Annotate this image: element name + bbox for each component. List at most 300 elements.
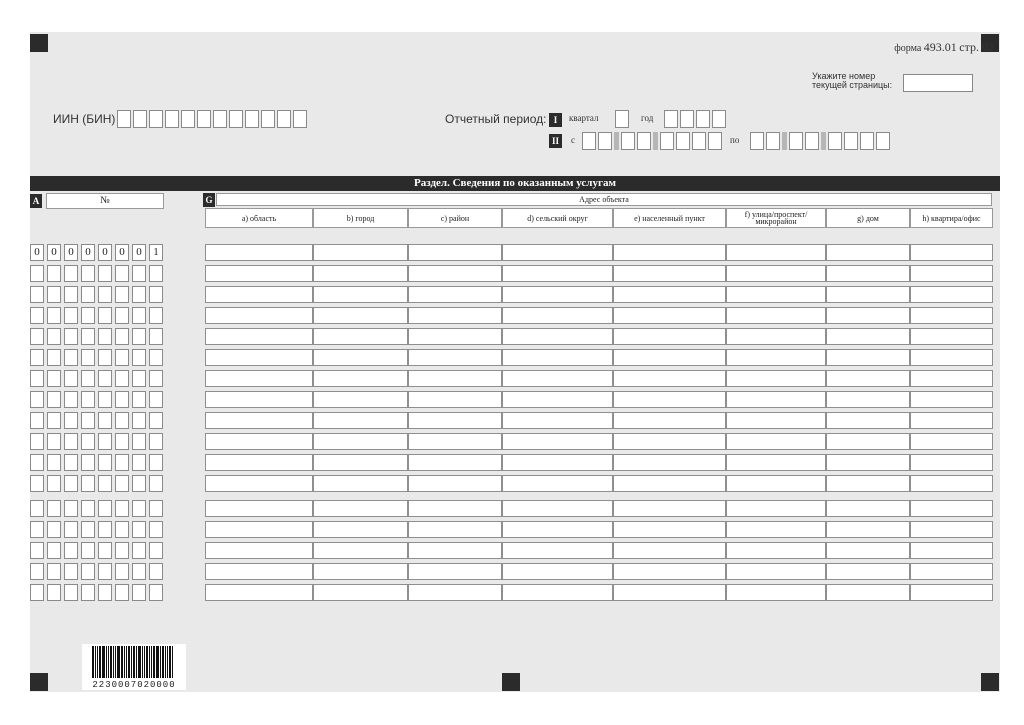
row-number-cell[interactable] — [132, 475, 146, 492]
row-number-cell[interactable] — [81, 412, 95, 429]
row-number-cell[interactable] — [115, 542, 129, 559]
address-input-cell[interactable] — [408, 521, 502, 538]
row-number-cell[interactable] — [64, 521, 78, 538]
row-number-cell[interactable] — [98, 349, 112, 366]
row-number-cell[interactable] — [47, 542, 61, 559]
date-to-cell[interactable] — [876, 132, 890, 150]
address-input-cell[interactable] — [613, 370, 726, 387]
address-input-cell[interactable] — [826, 286, 910, 303]
row-number-cell[interactable] — [64, 286, 78, 303]
quarter-cell[interactable] — [615, 110, 629, 128]
row-number-cell[interactable] — [30, 265, 44, 282]
address-input-cell[interactable] — [910, 433, 993, 450]
row-number-cell[interactable]: 0 — [64, 244, 78, 261]
address-input-cell[interactable] — [613, 391, 726, 408]
address-input-cell[interactable] — [726, 286, 826, 303]
address-input-cell[interactable] — [313, 454, 408, 471]
row-number-cell[interactable] — [132, 521, 146, 538]
row-number-cell[interactable] — [64, 433, 78, 450]
address-input-cell[interactable] — [726, 584, 826, 601]
row-number-cell[interactable] — [64, 500, 78, 517]
address-input-cell[interactable] — [613, 542, 726, 559]
address-input-cell[interactable] — [826, 412, 910, 429]
iin-cell[interactable] — [277, 110, 291, 128]
address-input-cell[interactable] — [826, 433, 910, 450]
row-number-cell[interactable] — [115, 521, 129, 538]
row-number-cell[interactable] — [98, 433, 112, 450]
quarter-input[interactable] — [615, 110, 631, 128]
iin-cell[interactable] — [133, 110, 147, 128]
row-number-cell[interactable]: 0 — [47, 244, 61, 261]
row-number-cell[interactable] — [81, 286, 95, 303]
address-input-cell[interactable] — [613, 563, 726, 580]
address-input-cell[interactable] — [502, 286, 613, 303]
address-input-cell[interactable] — [408, 286, 502, 303]
date-from-cell[interactable] — [582, 132, 596, 150]
address-input-cell[interactable] — [408, 328, 502, 345]
address-input-cell[interactable] — [910, 370, 993, 387]
row-number-cell[interactable] — [149, 370, 163, 387]
address-input-cell[interactable] — [726, 454, 826, 471]
row-number-cell[interactable] — [149, 542, 163, 559]
iin-cell[interactable] — [197, 110, 211, 128]
address-input-cell[interactable] — [726, 500, 826, 517]
row-number-cell[interactable] — [64, 542, 78, 559]
address-input-cell[interactable] — [613, 328, 726, 345]
page-number-input[interactable] — [903, 74, 973, 92]
address-input-cell[interactable] — [313, 433, 408, 450]
row-number-cell[interactable] — [98, 454, 112, 471]
address-input-cell[interactable] — [910, 521, 993, 538]
address-input-cell[interactable] — [408, 500, 502, 517]
row-number-cell[interactable] — [132, 542, 146, 559]
row-number-cell[interactable] — [98, 286, 112, 303]
row-number-cell[interactable] — [115, 563, 129, 580]
address-input-cell[interactable] — [205, 391, 313, 408]
address-input-cell[interactable] — [502, 328, 613, 345]
row-number-cell[interactable] — [98, 542, 112, 559]
year-cell[interactable] — [664, 110, 678, 128]
address-input-cell[interactable] — [726, 349, 826, 366]
address-input-cell[interactable] — [502, 584, 613, 601]
address-input-cell[interactable] — [613, 584, 726, 601]
address-input-cell[interactable] — [726, 433, 826, 450]
address-input-cell[interactable] — [613, 349, 726, 366]
address-input-cell[interactable] — [502, 475, 613, 492]
date-to-cell[interactable] — [821, 132, 826, 150]
date-from-cell[interactable] — [708, 132, 722, 150]
address-input-cell[interactable] — [313, 265, 408, 282]
row-number-cell[interactable] — [132, 433, 146, 450]
row-number-cell[interactable] — [64, 475, 78, 492]
row-number-cell[interactable] — [81, 391, 95, 408]
address-input-cell[interactable] — [205, 500, 313, 517]
iin-cell[interactable] — [213, 110, 227, 128]
address-input-cell[interactable] — [313, 328, 408, 345]
row-number-cell[interactable] — [47, 370, 61, 387]
row-number-cell[interactable]: 0 — [98, 244, 112, 261]
address-input-cell[interactable] — [826, 500, 910, 517]
row-number-cell[interactable] — [81, 563, 95, 580]
address-input-cell[interactable] — [910, 328, 993, 345]
row-number-cell[interactable] — [47, 454, 61, 471]
date-to-cell[interactable] — [750, 132, 764, 150]
row-number-cell[interactable] — [64, 563, 78, 580]
row-number-cell[interactable] — [81, 370, 95, 387]
address-input-cell[interactable] — [726, 412, 826, 429]
row-number-cell[interactable] — [149, 286, 163, 303]
row-number-cell[interactable] — [98, 391, 112, 408]
address-input-cell[interactable] — [502, 433, 613, 450]
address-input-cell[interactable] — [313, 542, 408, 559]
address-input-cell[interactable] — [502, 244, 613, 261]
address-input-cell[interactable] — [826, 349, 910, 366]
row-number-cell[interactable] — [30, 286, 44, 303]
address-input-cell[interactable] — [502, 542, 613, 559]
address-input-cell[interactable] — [502, 391, 613, 408]
address-input-cell[interactable] — [726, 391, 826, 408]
row-number-cell[interactable] — [149, 475, 163, 492]
address-input-cell[interactable] — [910, 265, 993, 282]
address-input-cell[interactable] — [613, 286, 726, 303]
address-input-cell[interactable] — [910, 412, 993, 429]
row-number-cell[interactable] — [115, 454, 129, 471]
address-input-cell[interactable] — [408, 542, 502, 559]
row-number-cell[interactable] — [149, 391, 163, 408]
date-from-input[interactable] — [582, 132, 724, 150]
date-to-cell[interactable] — [860, 132, 874, 150]
address-input-cell[interactable] — [726, 521, 826, 538]
row-number-cell[interactable] — [132, 265, 146, 282]
address-input-cell[interactable] — [205, 433, 313, 450]
address-input-cell[interactable] — [502, 370, 613, 387]
address-input-cell[interactable] — [502, 349, 613, 366]
address-input-cell[interactable] — [910, 542, 993, 559]
address-input-cell[interactable] — [726, 328, 826, 345]
address-input-cell[interactable] — [205, 370, 313, 387]
row-number-cell[interactable] — [47, 412, 61, 429]
row-number-cell[interactable] — [30, 391, 44, 408]
row-number-cell[interactable] — [47, 433, 61, 450]
row-number-cell[interactable] — [30, 563, 44, 580]
date-to-input[interactable] — [750, 132, 892, 150]
row-number-cell[interactable] — [30, 454, 44, 471]
address-input-cell[interactable] — [408, 584, 502, 601]
row-number-cell[interactable] — [98, 307, 112, 324]
address-input-cell[interactable] — [910, 391, 993, 408]
row-number-cell[interactable] — [47, 265, 61, 282]
row-number-cell[interactable] — [64, 265, 78, 282]
date-to-cell[interactable] — [766, 132, 780, 150]
row-number-cell[interactable] — [47, 286, 61, 303]
address-input-cell[interactable] — [826, 454, 910, 471]
address-input-cell[interactable] — [826, 328, 910, 345]
address-input-cell[interactable] — [408, 265, 502, 282]
row-number-cell[interactable] — [132, 412, 146, 429]
date-from-cell[interactable] — [676, 132, 690, 150]
address-input-cell[interactable] — [613, 412, 726, 429]
address-input-cell[interactable] — [205, 475, 313, 492]
date-to-cell[interactable] — [844, 132, 858, 150]
row-number-cell[interactable] — [98, 584, 112, 601]
row-number-cell[interactable] — [47, 328, 61, 345]
address-input-cell[interactable] — [726, 370, 826, 387]
row-number-cell[interactable] — [30, 328, 44, 345]
date-to-cell[interactable] — [789, 132, 803, 150]
row-number-cell[interactable] — [81, 584, 95, 601]
row-number-cell[interactable] — [64, 370, 78, 387]
row-number-cell[interactable] — [98, 328, 112, 345]
row-number-cell[interactable] — [30, 500, 44, 517]
address-input-cell[interactable] — [613, 521, 726, 538]
row-number-cell[interactable] — [30, 349, 44, 366]
address-input-cell[interactable] — [205, 286, 313, 303]
address-input-cell[interactable] — [826, 542, 910, 559]
address-input-cell[interactable] — [408, 349, 502, 366]
date-from-cell[interactable] — [614, 132, 619, 150]
address-input-cell[interactable] — [502, 454, 613, 471]
address-input-cell[interactable] — [910, 475, 993, 492]
address-input-cell[interactable] — [313, 244, 408, 261]
row-number-cell[interactable] — [98, 412, 112, 429]
row-number-cell[interactable] — [64, 349, 78, 366]
row-number-cell[interactable] — [47, 521, 61, 538]
row-number-cell[interactable] — [98, 265, 112, 282]
row-number-cell[interactable] — [115, 475, 129, 492]
address-input-cell[interactable] — [826, 391, 910, 408]
row-number-cell[interactable] — [115, 433, 129, 450]
address-input-cell[interactable] — [502, 265, 613, 282]
row-number-cell[interactable] — [132, 584, 146, 601]
row-number-cell[interactable] — [81, 521, 95, 538]
row-number-cell[interactable] — [149, 307, 163, 324]
address-input-cell[interactable] — [205, 584, 313, 601]
address-input-cell[interactable] — [613, 454, 726, 471]
address-input-cell[interactable] — [408, 475, 502, 492]
address-input-cell[interactable] — [205, 454, 313, 471]
row-number-cell[interactable] — [30, 542, 44, 559]
address-input-cell[interactable] — [910, 349, 993, 366]
address-input-cell[interactable] — [726, 542, 826, 559]
address-input-cell[interactable] — [910, 454, 993, 471]
row-number-cell[interactable] — [98, 370, 112, 387]
address-input-cell[interactable] — [205, 563, 313, 580]
address-input-cell[interactable] — [910, 500, 993, 517]
address-input-cell[interactable] — [313, 307, 408, 324]
row-number-cell[interactable] — [98, 475, 112, 492]
row-number-cell[interactable] — [132, 286, 146, 303]
address-input-cell[interactable] — [408, 433, 502, 450]
row-number-cell[interactable]: 1 — [149, 244, 163, 261]
iin-cell[interactable] — [293, 110, 307, 128]
row-number-cell[interactable] — [115, 412, 129, 429]
year-cell[interactable] — [680, 110, 694, 128]
address-input-cell[interactable] — [205, 412, 313, 429]
row-number-cell[interactable] — [132, 349, 146, 366]
address-input-cell[interactable] — [613, 265, 726, 282]
row-number-cell[interactable] — [64, 412, 78, 429]
row-number-cell[interactable]: 0 — [30, 244, 44, 261]
address-input-cell[interactable] — [613, 244, 726, 261]
row-number-cell[interactable] — [149, 454, 163, 471]
row-number-cell[interactable] — [81, 349, 95, 366]
row-number-cell[interactable] — [30, 433, 44, 450]
row-number-cell[interactable] — [81, 307, 95, 324]
row-number-cell[interactable] — [149, 584, 163, 601]
address-input-cell[interactable] — [826, 307, 910, 324]
iin-cell[interactable] — [181, 110, 195, 128]
date-from-cell[interactable] — [598, 132, 612, 150]
row-number-cell[interactable] — [115, 328, 129, 345]
date-to-cell[interactable] — [805, 132, 819, 150]
address-input-cell[interactable] — [502, 307, 613, 324]
row-number-cell[interactable] — [115, 370, 129, 387]
date-from-cell[interactable] — [637, 132, 651, 150]
row-number-cell[interactable] — [132, 370, 146, 387]
row-number-cell[interactable] — [98, 521, 112, 538]
address-input-cell[interactable] — [408, 244, 502, 261]
row-number-cell[interactable] — [30, 584, 44, 601]
address-input-cell[interactable] — [313, 349, 408, 366]
row-number-cell[interactable] — [47, 584, 61, 601]
row-number-cell[interactable] — [81, 454, 95, 471]
row-number-cell[interactable] — [64, 307, 78, 324]
row-number-cell[interactable] — [47, 563, 61, 580]
row-number-cell[interactable] — [115, 391, 129, 408]
row-number-cell[interactable] — [149, 521, 163, 538]
address-input-cell[interactable] — [726, 307, 826, 324]
address-input-cell[interactable] — [910, 563, 993, 580]
address-input-cell[interactable] — [826, 265, 910, 282]
date-to-cell[interactable] — [828, 132, 842, 150]
row-number-cell[interactable] — [149, 500, 163, 517]
address-input-cell[interactable] — [726, 265, 826, 282]
address-input-cell[interactable] — [408, 563, 502, 580]
date-to-cell[interactable] — [782, 132, 787, 150]
row-number-cell[interactable] — [132, 307, 146, 324]
address-input-cell[interactable] — [826, 370, 910, 387]
address-input-cell[interactable] — [613, 500, 726, 517]
address-input-cell[interactable] — [910, 584, 993, 601]
row-number-cell[interactable] — [30, 475, 44, 492]
row-number-cell[interactable] — [132, 328, 146, 345]
row-number-cell[interactable] — [149, 328, 163, 345]
address-input-cell[interactable] — [502, 500, 613, 517]
row-number-cell[interactable] — [149, 563, 163, 580]
row-number-cell[interactable] — [64, 584, 78, 601]
row-number-cell[interactable] — [132, 454, 146, 471]
row-number-cell[interactable] — [47, 307, 61, 324]
address-input-cell[interactable] — [408, 412, 502, 429]
address-input-cell[interactable] — [205, 521, 313, 538]
address-input-cell[interactable] — [313, 500, 408, 517]
iin-cell[interactable] — [245, 110, 259, 128]
row-number-cell[interactable]: 0 — [115, 244, 129, 261]
address-input-cell[interactable] — [910, 244, 993, 261]
address-input-cell[interactable] — [313, 391, 408, 408]
address-input-cell[interactable] — [313, 286, 408, 303]
row-number-cell[interactable] — [81, 500, 95, 517]
row-number-cell[interactable] — [98, 500, 112, 517]
address-input-cell[interactable] — [726, 563, 826, 580]
row-number-cell[interactable] — [30, 307, 44, 324]
address-input-cell[interactable] — [910, 286, 993, 303]
row-number-cell[interactable] — [115, 307, 129, 324]
date-from-cell[interactable] — [621, 132, 635, 150]
row-number-cell[interactable] — [47, 500, 61, 517]
address-input-cell[interactable] — [826, 563, 910, 580]
address-input-cell[interactable] — [313, 584, 408, 601]
row-number-cell[interactable] — [115, 584, 129, 601]
address-input-cell[interactable] — [205, 244, 313, 261]
date-from-cell[interactable] — [660, 132, 674, 150]
address-input-cell[interactable] — [826, 521, 910, 538]
address-input-cell[interactable] — [613, 307, 726, 324]
iin-cell[interactable] — [261, 110, 275, 128]
row-number-cell[interactable] — [149, 349, 163, 366]
row-number-cell[interactable] — [115, 349, 129, 366]
row-number-cell[interactable] — [30, 370, 44, 387]
row-number-cell[interactable]: 0 — [81, 244, 95, 261]
address-input-cell[interactable] — [408, 307, 502, 324]
address-input-cell[interactable] — [408, 391, 502, 408]
row-number-cell[interactable] — [64, 454, 78, 471]
row-number-cell[interactable] — [81, 328, 95, 345]
row-number-cell[interactable] — [132, 391, 146, 408]
row-number-cell[interactable] — [98, 563, 112, 580]
address-input-cell[interactable] — [826, 584, 910, 601]
row-number-cell[interactable]: 0 — [132, 244, 146, 261]
address-input-cell[interactable] — [313, 412, 408, 429]
iin-cell[interactable] — [165, 110, 179, 128]
address-input-cell[interactable] — [313, 370, 408, 387]
iin-cell[interactable] — [117, 110, 131, 128]
address-input-cell[interactable] — [313, 563, 408, 580]
row-number-cell[interactable] — [81, 433, 95, 450]
row-number-cell[interactable] — [132, 563, 146, 580]
address-input-cell[interactable] — [408, 370, 502, 387]
address-input-cell[interactable] — [205, 265, 313, 282]
address-input-cell[interactable] — [502, 412, 613, 429]
address-input-cell[interactable] — [826, 475, 910, 492]
row-number-cell[interactable] — [30, 521, 44, 538]
date-from-cell[interactable] — [692, 132, 706, 150]
row-number-cell[interactable] — [149, 412, 163, 429]
address-input-cell[interactable] — [726, 475, 826, 492]
address-input-cell[interactable] — [205, 328, 313, 345]
iin-input-cells[interactable] — [117, 110, 309, 128]
year-input[interactable] — [664, 110, 728, 128]
row-number-cell[interactable] — [64, 328, 78, 345]
year-cell[interactable] — [712, 110, 726, 128]
date-from-cell[interactable] — [653, 132, 658, 150]
row-number-cell[interactable] — [149, 433, 163, 450]
row-number-cell[interactable] — [47, 391, 61, 408]
row-number-cell[interactable] — [81, 475, 95, 492]
row-number-cell[interactable] — [115, 500, 129, 517]
row-number-cell[interactable] — [81, 265, 95, 282]
address-input-cell[interactable] — [726, 244, 826, 261]
iin-cell[interactable] — [229, 110, 243, 128]
address-input-cell[interactable] — [205, 307, 313, 324]
row-number-cell[interactable] — [132, 500, 146, 517]
address-input-cell[interactable] — [205, 349, 313, 366]
address-input-cell[interactable] — [826, 244, 910, 261]
address-input-cell[interactable] — [313, 475, 408, 492]
row-number-cell[interactable] — [64, 391, 78, 408]
row-number-cell[interactable] — [30, 412, 44, 429]
row-number-cell[interactable] — [47, 349, 61, 366]
